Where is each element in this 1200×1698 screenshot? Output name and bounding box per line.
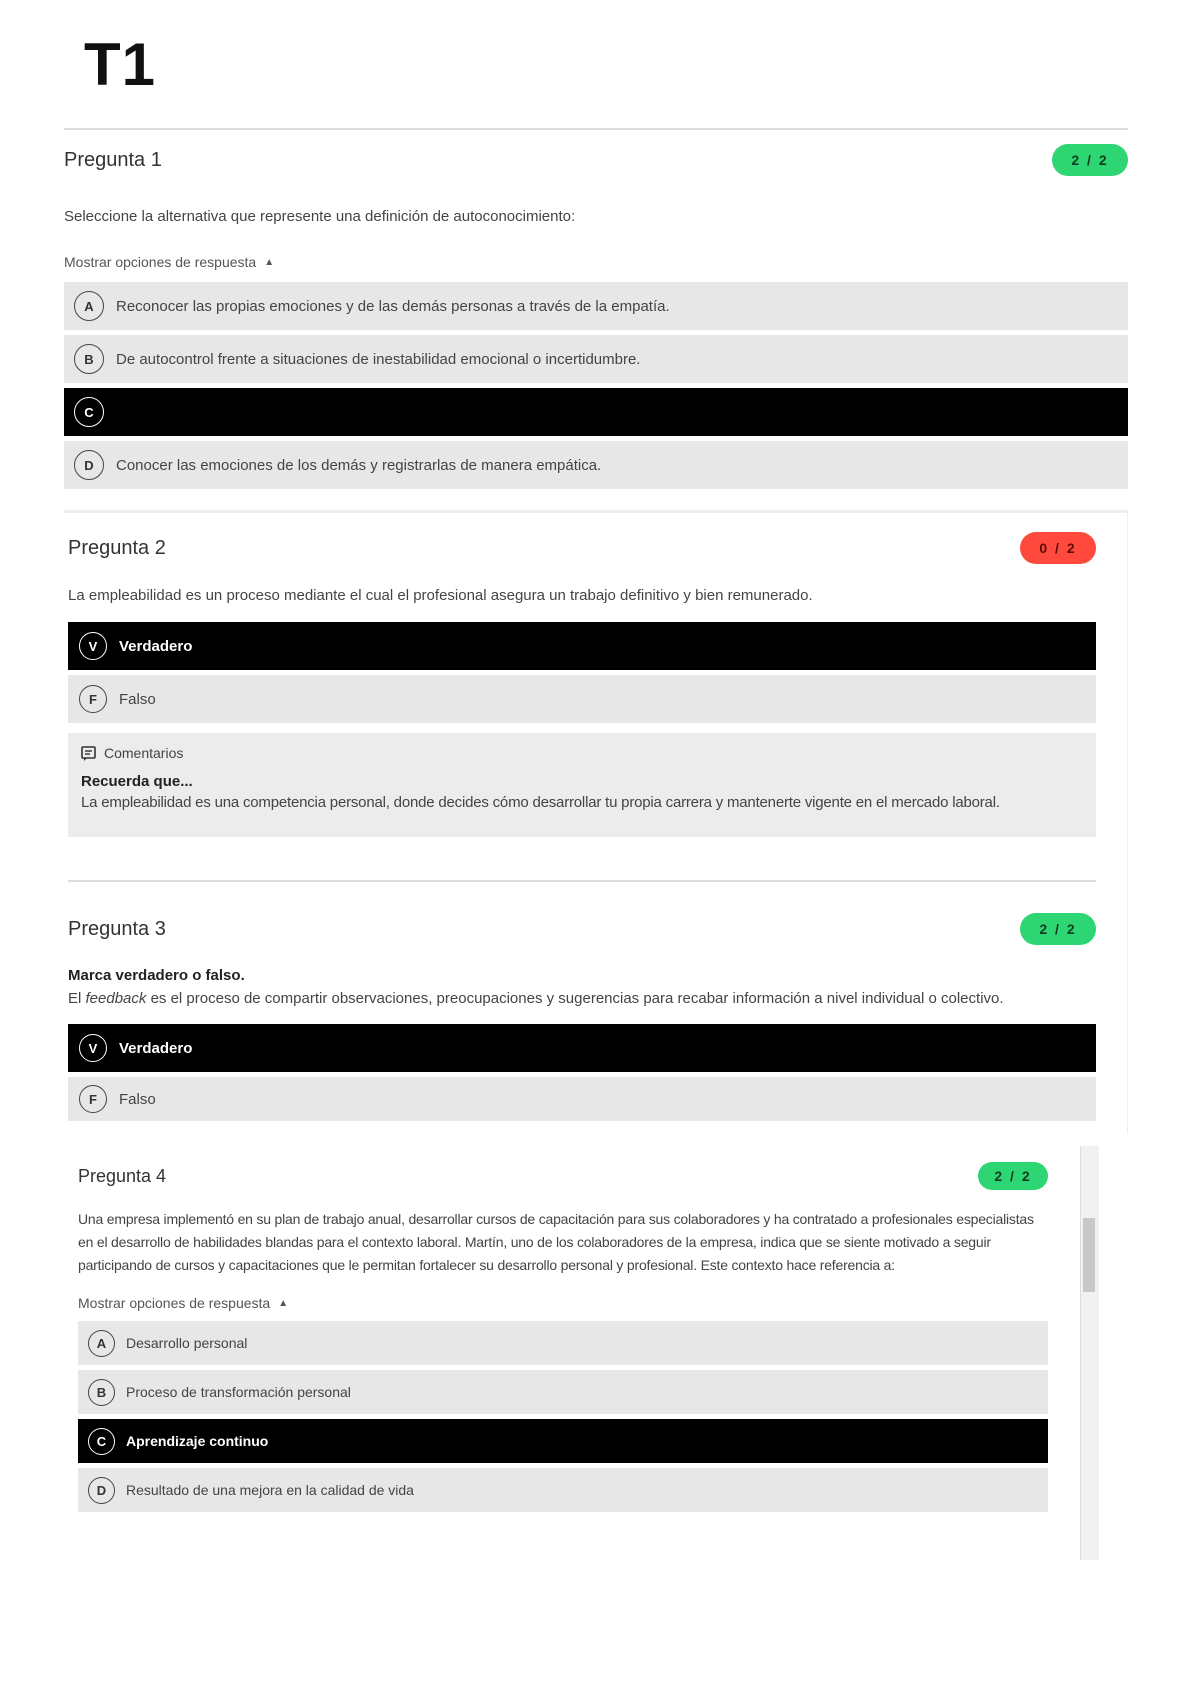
- option-letter-badge: B: [74, 344, 104, 374]
- option-letter-badge: A: [74, 291, 104, 321]
- page-title: T1: [84, 31, 157, 98]
- question-2-score-badge: 0 / 2: [1020, 532, 1096, 564]
- comments-label: Comentarios: [104, 745, 184, 761]
- comments-header: [81, 745, 1083, 761]
- option-text: Falso: [119, 690, 156, 708]
- question-4-show-options-toggle[interactable]: [78, 1295, 1048, 1311]
- question-2-title: Pregunta 2: [68, 536, 166, 559]
- chevron-up-icon: ▲: [264, 256, 275, 268]
- question-4-toggle-label: Mostrar opciones de respuesta: [78, 1295, 271, 1311]
- option-letter-badge: F: [79, 1085, 107, 1113]
- question-4-score-badge: 2 / 2: [978, 1162, 1048, 1190]
- question-4: [78, 1160, 1048, 1517]
- question-1-text: Seleccione la alternativa que represente una definición de autoconocimiento:: [64, 208, 576, 225]
- option-letter-badge: D: [74, 450, 104, 480]
- question-2: [68, 530, 1096, 837]
- option-letter-badge: B: [88, 1379, 115, 1406]
- question-4-text: Una empresa implementó en su plan de trabajo anual, desarrollar cursos de capacitación para sus colaboradores y ha contratado a profesionales especialistas en el desarrollo de habilidades blandas para el contexto laboral. Martín, uno de los colaboradores de la empresa, indica que se siente motivado a seguir participando de cursos y capacitaciones que le permitan fortalecer su desarrollo personal y profesional. Este contexto hace referencia a:: [78, 1211, 1034, 1273]
- option-text: Desarrollo personal: [126, 1335, 248, 1351]
- comments-body: La empleabilidad es una competencia personal, donde decides cómo desarrollar tu propia carrera y mantenerte vigente en el mercado laboral.: [81, 794, 1000, 811]
- question-3-text-suffix: es el proceso de compartir observaciones, preocupaciones y sugerencias para recabar información a nivel individual o colectivo.: [146, 990, 1004, 1007]
- option-letter-badge: C: [74, 397, 104, 427]
- question-4-option-b[interactable]: [78, 1370, 1048, 1414]
- question-1-option-c-selected[interactable]: [64, 388, 1128, 436]
- question-3-header: [68, 912, 1096, 946]
- question-3: [68, 912, 1096, 1126]
- option-letter-badge: F: [79, 685, 107, 713]
- question-4-option-d[interactable]: [78, 1468, 1048, 1512]
- question-1-toggle-label: Mostrar opciones de respuesta: [64, 254, 257, 270]
- question-3-text: [68, 987, 1096, 1010]
- option-text: Verdadero: [119, 1039, 193, 1057]
- question-4-option-c-selected[interactable]: [78, 1419, 1048, 1463]
- question-3-option-false[interactable]: [68, 1077, 1096, 1121]
- option-letter-badge: D: [88, 1477, 115, 1504]
- question-2-option-false[interactable]: [68, 675, 1096, 723]
- top-divider: [64, 128, 1128, 130]
- question-2-comments: [68, 733, 1096, 837]
- question-2-options: [68, 622, 1096, 723]
- question-3-text-italic: feedback: [85, 990, 147, 1007]
- question-4-option-a[interactable]: [78, 1321, 1048, 1365]
- option-letter-badge: V: [79, 632, 107, 660]
- question-2-option-true-selected[interactable]: [68, 622, 1096, 670]
- question-1-header: [64, 140, 1128, 180]
- question-3-title: Pregunta 3: [68, 917, 166, 940]
- question-1-title: Pregunta 1: [64, 148, 162, 171]
- question-1-show-options-toggle[interactable]: [64, 254, 1128, 270]
- question-3-score-badge: 2 / 2: [1020, 913, 1096, 945]
- question-1-option-a[interactable]: [64, 282, 1128, 330]
- option-text: Aprendizaje continuo: [126, 1433, 269, 1449]
- question-1-option-b[interactable]: [64, 335, 1128, 383]
- option-letter-badge: V: [79, 1034, 107, 1062]
- option-letter-badge: C: [88, 1428, 115, 1455]
- question-3-text-prefix: El: [68, 990, 86, 1007]
- question-1-option-d[interactable]: [64, 441, 1128, 489]
- question-4-header: [78, 1160, 1048, 1192]
- question-3-option-true-selected[interactable]: [68, 1024, 1096, 1072]
- option-text: Proceso de transformación personal: [126, 1384, 351, 1400]
- question-3-options: [68, 1024, 1096, 1121]
- comments-heading: Recuerda que...: [81, 773, 193, 790]
- comment-icon: [81, 746, 96, 761]
- option-text: De autocontrol frente a situaciones de inestabilidad emocional o incertidumbre.: [116, 350, 641, 368]
- question-4-options: [78, 1321, 1048, 1512]
- question-4-scrollbar[interactable]: [1080, 1146, 1099, 1560]
- question-2-text: La empleabilidad es un proceso mediante el cual el profesional asegura un trabajo definitivo y bien remunerado.: [68, 587, 813, 604]
- option-text: Reconocer las propias emociones y de las demás personas a través de la empatía.: [116, 297, 670, 315]
- question-1: [64, 140, 1128, 494]
- option-letter-badge: A: [88, 1330, 115, 1357]
- question-1-score-badge: 2 / 2: [1052, 144, 1128, 176]
- question-4-title: Pregunta 4: [78, 1165, 167, 1186]
- chevron-up-icon: ▲: [278, 1297, 289, 1309]
- option-text: Conocer las emociones de los demás y registrarlas de manera empática.: [116, 456, 602, 474]
- option-text: Verdadero: [119, 637, 193, 655]
- divider-2-3: [68, 880, 1096, 882]
- question-1-options: [64, 282, 1128, 489]
- option-text: Falso: [119, 1090, 156, 1108]
- question-3-instruction: Marca verdadero o falso.: [68, 967, 245, 984]
- option-text: Resultado de una mejora en la calidad de vida: [126, 1482, 414, 1498]
- question-4-scrollbar-thumb[interactable]: [1083, 1218, 1095, 1292]
- question-2-header: [68, 530, 1096, 566]
